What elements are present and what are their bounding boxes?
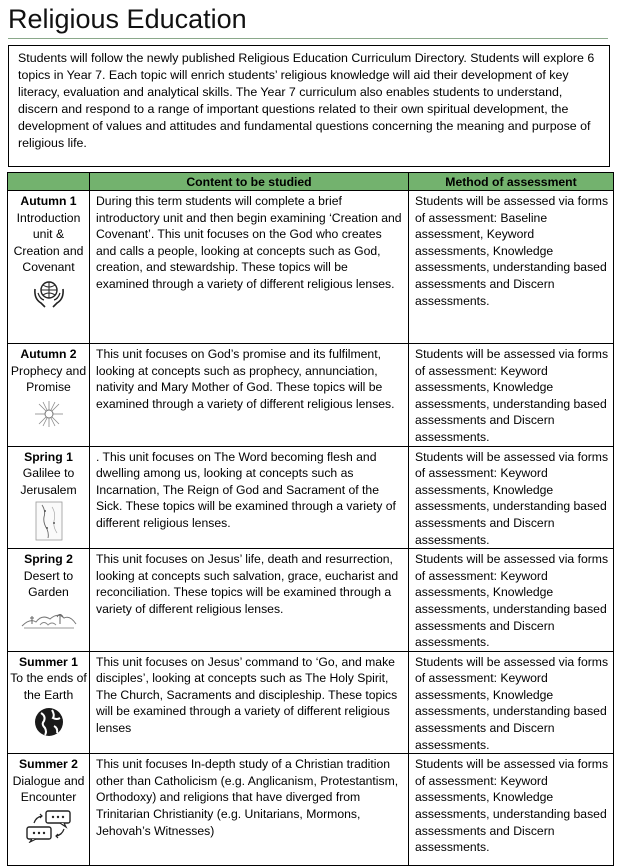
- term-topic: Galilee to Jerusalem: [20, 466, 77, 497]
- page-title: Religious Education: [8, 4, 247, 34]
- table-row: [8, 344, 614, 447]
- term-name: Summer 2: [19, 757, 78, 772]
- term-name: Summer 1: [19, 654, 78, 669]
- header-assessment: Method of assessment: [409, 173, 614, 191]
- table-row: [8, 754, 614, 866]
- term-name: Spring 2: [24, 552, 73, 567]
- assessment-cell: Students will be assessed via forms of assessment: Keyword assessments, Knowledge assessments, understanding based assessments and Discern assessments.: [409, 754, 614, 866]
- landscape-icon: [20, 604, 78, 630]
- term-cell: [8, 191, 90, 344]
- table-header-row: [8, 173, 614, 191]
- term-name: Spring 1: [24, 449, 73, 464]
- content-cell: This unit focuses on Jesus’ command to ‘Go, and make disciples’, looking at concepts such as The Holy Spirit, The Church, Sacraments and discipleship. These topics will be examined through a variety of different religious lenses: [90, 651, 409, 754]
- term-name: Autumn 1: [20, 194, 77, 208]
- globe-icon: [33, 706, 65, 738]
- term-topic: Desert to Garden: [23, 568, 74, 600]
- assessment-cell: Students will be assessed via forms of assessment: Keyword assessments, Knowledge assessments, understanding based assessments and Discern assessments.: [409, 549, 614, 652]
- term-cell: [8, 754, 90, 866]
- term-name: Autumn 2: [20, 347, 77, 361]
- content-cell: . This unit focuses on The Word becoming flesh and dwelling among us, looking at concepts such as Incarnation, The Reign of God and Sacrament of the Sick. These topics will be examined through a variety of different religious lenses.: [90, 446, 409, 549]
- assessment-cell: Students will be assessed via forms of assessment: Keyword assessments, Knowledge assessments, understanding based assessments and Discern assessments.: [409, 446, 614, 549]
- hands-globe-icon: [32, 279, 66, 309]
- term-topic: Dialogue and Encounter: [12, 773, 85, 805]
- content-cell: This unit focuses In-depth study of a Christian tradition other than Catholicism (e.g. Anglicanism, Protestantism, Orthodoxy) and religions that have diverged from Trinitarian Christianity (e.g. Unitarians, Mormons, Jehovah’s Witnesses): [90, 754, 409, 866]
- content-cell: This unit focuses on Jesus’ life, death and resurrection, looking at concepts such salvation, grace, eucharist and reconciliation. These topics will be examined through a variety of different religious lenses.: [90, 549, 409, 652]
- intro-paragraph: Students will follow the newly published Religious Education Curriculum Directory. Students will explore 6 topics in Year 7. Each topic will enrich students’ religious knowledge will aid their development of key literacy, evaluation and analytical skills. The Year 7 curriculum also enables students to understand, discern and respond to a range of important questions related to their own spiritual development, the development of values and attitudes and fundamental questions concerning the meaning and purpose of religious life.: [8, 45, 610, 167]
- table-row: [8, 191, 614, 344]
- table-row: [8, 549, 614, 652]
- map-icon: [34, 501, 64, 541]
- term-topic: To the ends of the Earth: [10, 671, 87, 702]
- radiant-light-icon: [32, 399, 66, 429]
- term-cell: [8, 344, 90, 447]
- header-term: [8, 173, 90, 191]
- term-cell: [8, 446, 90, 549]
- table-row: [8, 446, 614, 549]
- term-topic: Prophecy and Promise: [10, 363, 87, 395]
- title-divider: [8, 38, 608, 39]
- term-cell: [8, 549, 90, 652]
- table-row: [8, 651, 614, 754]
- term-cell: [8, 651, 90, 754]
- assessment-cell: Students will be assessed via forms of assessment: Baseline assessment, Keyword assessments, Knowledge assessments, understanding based assessments and Discern assessments.: [409, 191, 614, 344]
- header-content: Content to be studied: [90, 173, 409, 191]
- assessment-cell: Students will be assessed via forms of assessment: Keyword assessments, Knowledge assessments, understanding based assessments and Discern assessments.: [409, 344, 614, 447]
- assessment-cell: Students will be assessed via forms of assessment: Keyword assessments, Knowledge assessments, understanding based assessments and Discern assessments.: [409, 651, 614, 754]
- content-cell: During this term students will complete a brief introductory unit and then begin examining ‘Creation and Covenant’. This unit focuses on the God who creates and calls a people, looking at concepts such as God, creation, and stewardship. These topics will be examined through a variety of different religious lenses.: [90, 191, 409, 344]
- dialogue-bubbles-icon: [24, 809, 74, 843]
- curriculum-table: [7, 172, 614, 866]
- term-topic: Introduction unit & Creation and Covenant: [13, 210, 84, 275]
- content-cell: This unit focuses on God’s promise and its fulfilment, looking at concepts such as prophecy, annunciation, nativity and Mary Mother of God. These topics will be examined through a variety of different religious lenses.: [90, 344, 409, 447]
